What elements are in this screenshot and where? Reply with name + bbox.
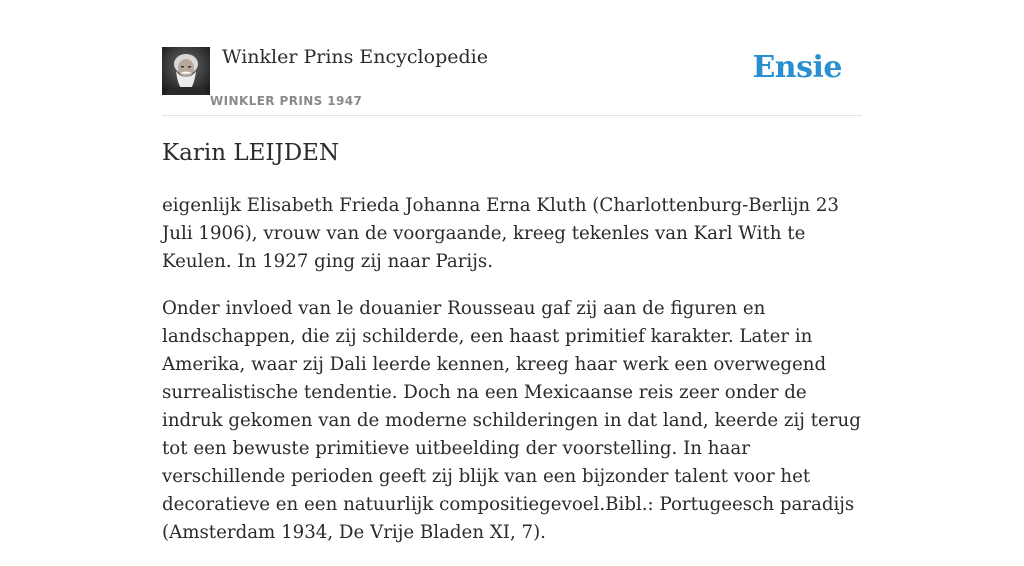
ensie-logo[interactable]: Ensie (752, 50, 842, 85)
article-paragraph: Onder invloed van le douanier Rousseau gaf zij aan de figuren en landschappen, die zij schilderde, een haast primitief karakter. Later in Amerika, waar zij Dali leerde kennen, kreeg haar werk een overwegend surrealistische tendentie. Doch na een Mexicaanse reis zeer onder de indruk gekomen van de moderne schilderingen in dat land, keerde zij terug tot een bewuste primitieve uitbeelding der voorstelling. In haar verschillende perioden geeft zij blijk van een bijzonder talent voor het decoratieve en een natuurlijk compositiegevoel.Bibl.: Portugeesch paradijs (Amsterdam 1934, De Vrije Bladen XI, 7). (162, 298, 861, 543)
avatar[interactable] (162, 47, 210, 95)
source-header (162, 0, 862, 116)
source-edition-label: WINKLER PRINS 1947 (210, 94, 363, 108)
content-column (162, 0, 862, 543)
source-title-link[interactable]: Winkler Prins Encyclopedie (222, 46, 488, 68)
bearded-man-portrait-icon (162, 47, 210, 95)
article-title: Karin LEIJDEN (162, 140, 340, 166)
article-paragraph: eigenlijk Elisabeth Frieda Johanna Erna Kluth (Charlottenburg-Berlijn 23 Juli 1906), vrouw van de voorgaande, kreeg tekenles van Karl With te Keulen. In 1927 ging zij naar Parijs. (162, 195, 840, 272)
article-body (162, 192, 862, 566)
